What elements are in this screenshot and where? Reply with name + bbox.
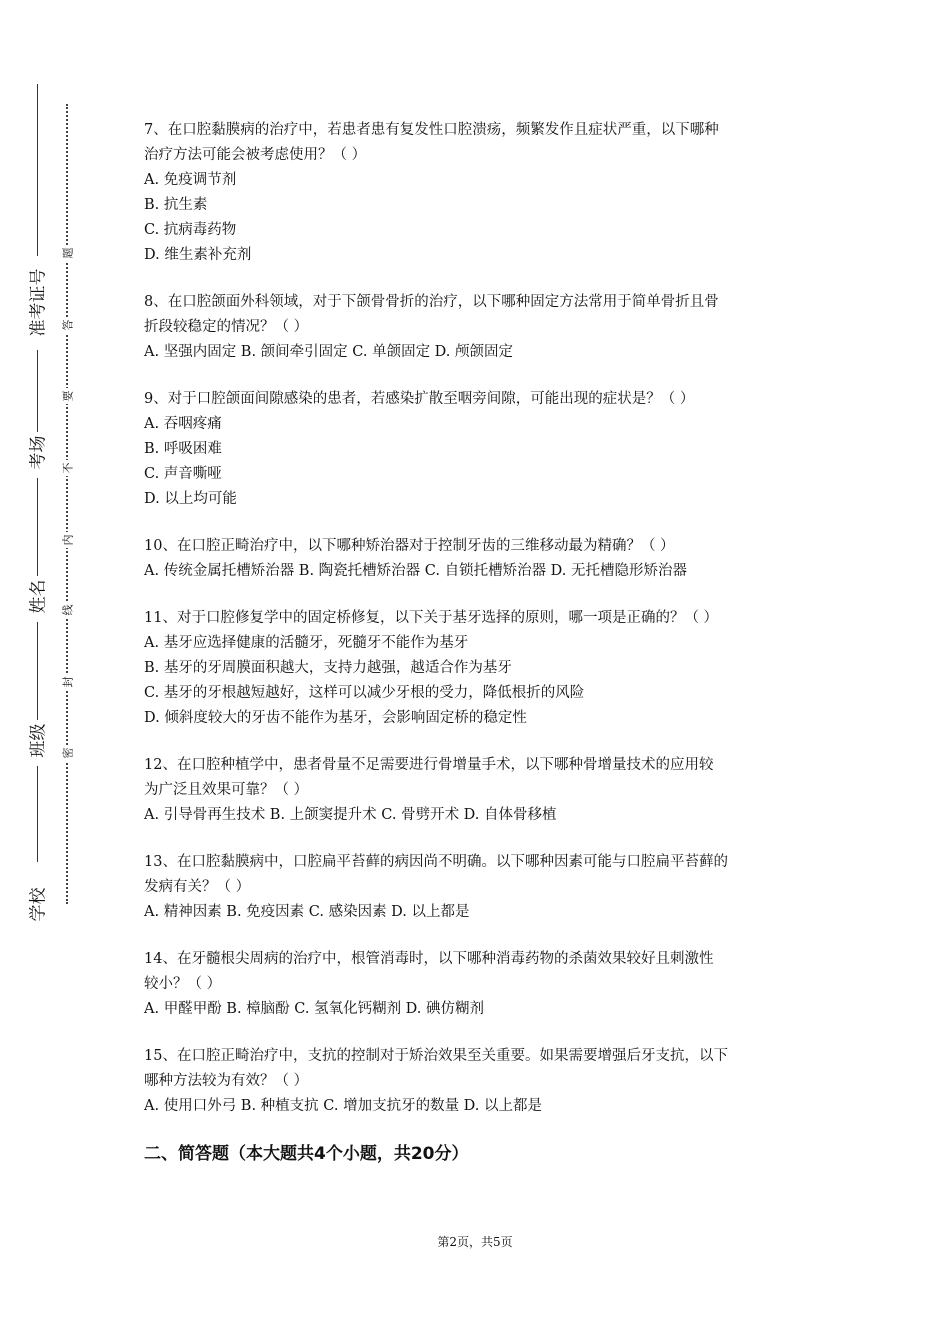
seal-char: 不 [59, 460, 75, 476]
question-12 [144, 753, 824, 828]
seal-char: 线 [59, 602, 75, 618]
name-label: 姓名 [28, 579, 49, 613]
seal-char: 内 [59, 532, 75, 548]
seal-char: 密 [59, 745, 75, 761]
binding-strip [0, 0, 100, 1344]
seal-line [66, 104, 68, 904]
option-a: A. 免疫调节剂 [144, 172, 237, 188]
option-b: B. 抗生素 [144, 197, 208, 213]
exam-number-label: 准考证号 [28, 268, 49, 336]
question-text: 哪种方法较为有效？（ ） [144, 1073, 309, 1089]
question-text: 8、在口腔颌面外科领域，对于下颌骨骨折的治疗，以下哪种固定方法常用于简单骨折且骨 [144, 294, 719, 310]
option-a: A. 吞咽疼痛 [144, 416, 222, 432]
exam-room-label: 考场 [28, 435, 49, 469]
question-text: 12、在口腔种植学中，患者骨量不足需要进行骨增量手术，以下哪种骨增量技术的应用较 [144, 757, 714, 773]
question-text: 治疗方法可能会被考虑使用？（ ） [144, 147, 367, 163]
section-title: 二、简答题（本大题共4个小题，共20分） [144, 1144, 469, 1164]
question-text: 7、在口腔黏膜病的治疗中，若患者患有复发性口腔溃疡，频繁发作且症状严重，以下哪种 [144, 122, 719, 138]
school-label: 学校 [28, 887, 49, 921]
fill-line [37, 84, 38, 256]
question-text: 15、在口腔正畸治疗中，支抗的控制对于矫治效果至关重要。如果需要增强后牙支抗，以下 [144, 1048, 728, 1064]
option-b: B. 呼吸困难 [144, 441, 222, 457]
question-text: 11、对于口腔修复学中的固定桥修复，以下关于基牙选择的原则，哪一项是正确的？（ ） [144, 610, 719, 626]
options-inline: A. 精神因素 B. 免疫因素 C. 感染因素 D. 以上都是 [144, 904, 470, 920]
question-text: 10、在口腔正畸治疗中，以下哪种矫治器对于控制牙齿的三维移动最为精确？（ ） [144, 538, 675, 554]
question-8 [144, 290, 824, 365]
option-c: C. 声音嘶哑 [144, 466, 222, 482]
exam-content [144, 118, 824, 1167]
question-text: 折段较稳定的情况？（ ） [144, 319, 309, 335]
fill-line [37, 766, 38, 862]
question-11 [144, 606, 824, 731]
question-text: 9、对于口腔颌面间隙感染的患者，若感染扩散至咽旁间隙，可能出现的症状是？（ ） [144, 391, 695, 407]
question-10 [144, 534, 824, 584]
seal-char: 封 [59, 674, 75, 690]
option-a: A. 基牙应选择健康的活髓牙，死髓牙不能作为基牙 [144, 635, 469, 651]
question-text: 13、在口腔黏膜病中，口腔扁平苔藓的病因尚不明确。以下哪种因素可能与口腔扁平苔藓的 [144, 854, 728, 870]
option-d: D. 维生素补充剂 [144, 247, 252, 263]
options-inline: A. 坚强内固定 B. 颌间牵引固定 C. 单颌固定 D. 颅颌固定 [144, 344, 514, 360]
option-c: C. 抗病毒药物 [144, 222, 237, 238]
question-text: 为广泛且效果可靠？（ ） [144, 782, 309, 798]
question-13 [144, 850, 824, 925]
seal-char: 题 [59, 245, 75, 261]
option-d: D. 倾斜度较大的牙齿不能作为基牙，会影响固定桥的稳定性 [144, 710, 527, 726]
options-inline: A. 使用口外弓 B. 种植支抗 C. 增加支抗牙的数量 D. 以上都是 [144, 1098, 543, 1114]
seal-char: 要 [59, 388, 75, 404]
question-15 [144, 1044, 824, 1119]
options-inline: A. 传统金属托槽矫治器 B. 陶瓷托槽矫治器 C. 自锁托槽矫治器 D. 无托槽隐形矫治器 [144, 563, 688, 579]
option-c: C. 基牙的牙根越短越好，这样可以减少牙根的受力，降低根折的风险 [144, 685, 585, 701]
page-footer: 第2页，共5页 [437, 1235, 513, 1249]
question-text: 发病有关？（ ） [144, 879, 251, 895]
options-inline: A. 甲醛甲酚 B. 樟脑酚 C. 氢氧化钙糊剂 D. 碘仿糊剂 [144, 1001, 485, 1017]
class-label: 班级 [28, 723, 49, 757]
options-inline: A. 引导骨再生技术 B. 上颌窦提升术 C. 骨劈开术 D. 自体骨移植 [144, 807, 557, 823]
question-text: 14、在牙髓根尖周病的治疗中，根管消毒时，以下哪种消毒药物的杀菌效果较好且刺激性 [144, 951, 714, 967]
question-14 [144, 947, 824, 1022]
option-d: D. 以上均可能 [144, 491, 237, 507]
question-9 [144, 387, 824, 512]
option-b: B. 基牙的牙周膜面积越大，支持力越强，越适合作为基牙 [144, 660, 512, 676]
question-text: 较小？（ ） [144, 976, 222, 992]
question-7 [144, 118, 824, 268]
seal-char: 答 [59, 317, 75, 333]
